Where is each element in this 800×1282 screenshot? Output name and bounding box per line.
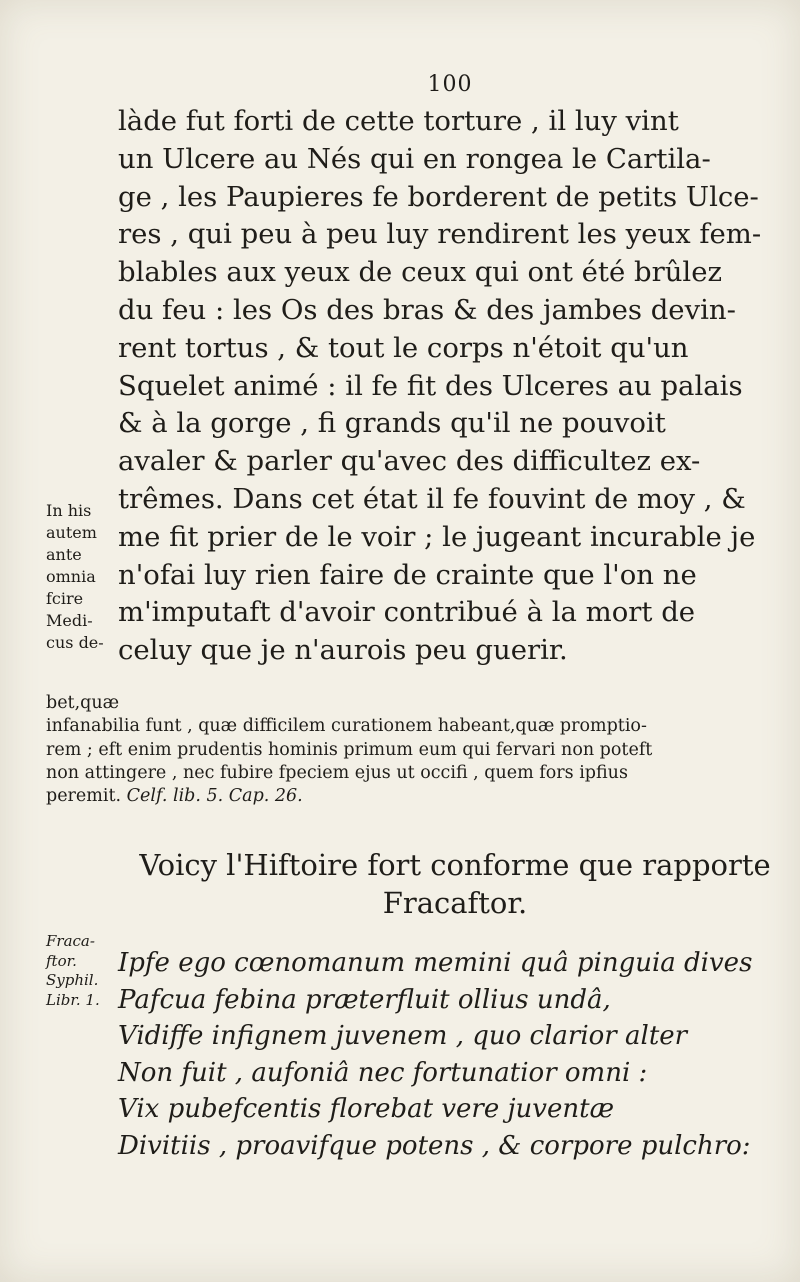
margin-note-line: omnia (46, 567, 96, 586)
footnote-citation: Celf. lib. 5. Cap. 26. (126, 786, 303, 807)
latin-verse (118, 945, 798, 1164)
source-margin-note (46, 932, 116, 1010)
margin-note-line: Medi- (46, 611, 93, 630)
main-text (118, 103, 778, 670)
margin-note (46, 500, 118, 654)
text-line: celuy que je n'aurois peu guerir. (118, 634, 568, 667)
heading-line: Fracaftor. (382, 886, 528, 920)
verse-line: Non fuit , aufoniâ nec fortunatior omni : (118, 1057, 648, 1088)
footnote-line: infanabilia funt , quæ difficilem curationem habeant,quæ promptio- (46, 716, 647, 737)
text-line: làde fut forti de cette torture , il luy vint (118, 105, 679, 137)
margin-note-line: Fraca- (46, 932, 95, 950)
margin-note-line: Syphil. (46, 971, 99, 989)
footnote-last-words: peremit. (46, 786, 122, 807)
text-line: trêmes. Dans cet état il fe fouvint de moy , & (118, 482, 746, 515)
margin-note-line: fcire (46, 589, 84, 608)
section-heading (110, 846, 800, 922)
text-line: res , qui peu à peu luy rendirent les yeux fem- (118, 218, 762, 251)
verse-line: Divitiis , proavifque potens , & corpore pulchro: (118, 1130, 751, 1161)
heading-line: Voicy l'Hiftoire fort conforme que rapporte (139, 848, 771, 882)
text-line: me fit prier de le voir ; le jugeant incurable je (118, 520, 756, 553)
text-line: du feu : les Os des bras & des jambes devin- (118, 293, 736, 326)
verse-line: Pafcua febina præterfluit ollius undâ, (118, 984, 611, 1015)
margin-note-line: autem (46, 523, 97, 542)
text-line: Squelet animé : il fe fit des Ulceres au palais (118, 369, 743, 402)
text-line: rent tortus , & tout le corps n'étoit qu'un (118, 331, 689, 364)
margin-note-line: cus de- (46, 633, 104, 652)
verse-line: Vidiffe infignem juvenem , quo clarior alter (118, 1021, 688, 1051)
margin-note-line: ante (46, 545, 82, 564)
margin-note-line: ftor. (46, 951, 77, 970)
margin-note-line: Libr. 1. (46, 990, 100, 1009)
text-line: m'imputaft d'avoir contribué à la mort de (118, 596, 696, 629)
text-line: avaler & parler qu'avec des difficultez ex- (118, 445, 701, 478)
footnote-line (46, 785, 786, 808)
text-line: & à la gorge , fi grands qu'il ne pouvoit (118, 407, 666, 440)
margin-note-line: In his (46, 501, 92, 520)
text-line: ge , les Paupieres fe borderent de petits Ulce- (118, 180, 759, 213)
verse-line: Ipfe ego cœnomanum memini quâ pinguia dives (118, 948, 753, 978)
page-number: 100 (427, 72, 473, 97)
footnote-line: non attingere , nec fubire fpeciem ejus ut occifi , quem fors ipfius (46, 762, 628, 783)
latin-footnote (46, 692, 786, 808)
text-line: blables aux yeux de ceux qui ont été brûlez (118, 256, 722, 289)
verse-line: Vix pubefcentis florebat vere juventæ (118, 1094, 615, 1124)
footnote-line: rem ; eft enim prudentis hominis primum eum qui fervari non poteft (46, 739, 653, 760)
footnote-line: bet,quæ (46, 693, 120, 713)
text-line: n'ofai luy rien faire de crainte que l'on ne (118, 558, 697, 591)
text-line: un Ulcere au Nés qui en rongea le Cartila- (118, 142, 711, 175)
